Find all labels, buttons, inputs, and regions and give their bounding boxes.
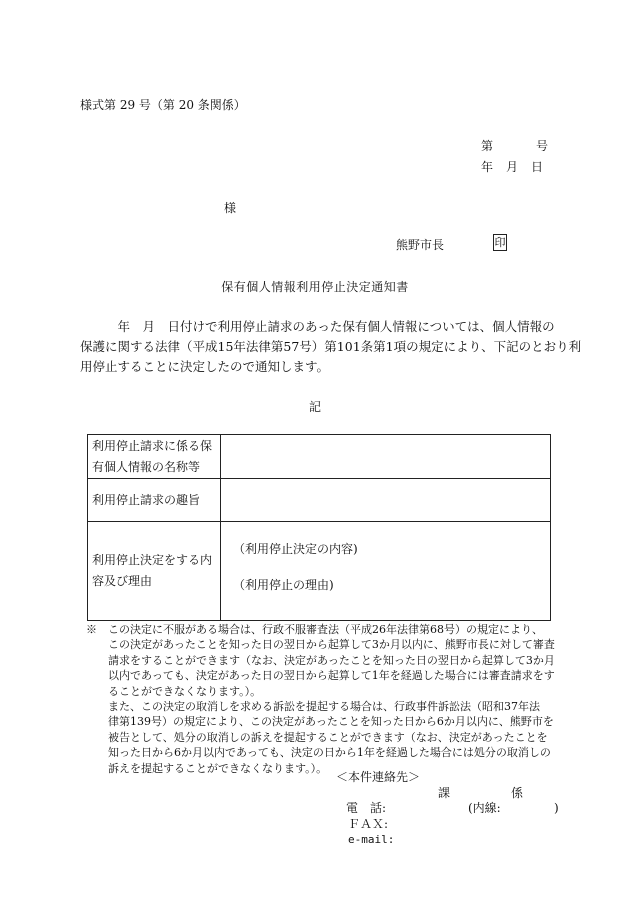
note-line: 被告として、処分の取消しの訴えを提起することができます（なお、決定があったことを	[86, 730, 548, 744]
sender-name: 熊野市長	[396, 238, 445, 252]
note-line: ることができなくなります。）。	[86, 684, 262, 698]
note-line: この決定があったことを知った日の翌日から起算して3か月以内に、熊野市長に対して審査	[86, 638, 555, 652]
ki-heading: 記	[308, 400, 321, 414]
contact-email-line	[336, 832, 420, 848]
date-year: 年	[481, 160, 494, 174]
contact-phone-line	[336, 801, 559, 817]
body-text	[80, 317, 582, 377]
contact-block	[336, 770, 559, 848]
table-row	[88, 435, 551, 479]
note-line: 以内であっても、決定があった日の翌日から起算して1年を経過した場合には審査請求をす	[86, 669, 555, 683]
label-line: 有個人情報の名称等	[92, 459, 201, 474]
row-label-info-name	[88, 435, 221, 479]
decision-content-label: （利用停止決定の内容)	[233, 542, 358, 556]
fax-label: ＦＡＸ:	[348, 816, 389, 831]
body-line-3: 用停止することに決定したので通知します。	[80, 359, 330, 374]
table-row	[88, 522, 551, 621]
note-line: また、この決定の取消しを求める訴訟を提起する場合は、行政事件訴訟法（昭和37年法	[86, 700, 540, 714]
addressee: 様	[224, 201, 237, 215]
contact-heading: ＜本件連絡先＞	[336, 770, 421, 784]
note-line: 請求をすることができます（なお、決定があったことを知った日の翌日から起算して3か月	[86, 653, 555, 667]
body-line-1: 年 月 日付けで利用停止請求のあった保有個人情報については、個人情報の	[80, 319, 555, 334]
date-day: 日	[531, 160, 544, 174]
date-month: 月	[506, 160, 519, 174]
email-label: e-mail:	[348, 833, 395, 846]
document-number	[481, 137, 548, 154]
extension-label: (内線:	[468, 801, 501, 815]
table-row	[88, 479, 551, 522]
label-line: 容及び理由	[92, 574, 153, 588]
section-label: 課	[438, 785, 451, 800]
body-line-2: 保護に関する法律（平成15年法律第57号）第101条第1項の規定により、下記のとおり利	[80, 339, 582, 354]
cell-decision[interactable]	[221, 522, 551, 621]
note-line: 知った日から6か月以内であっても、決定の日から1年を経過した場合には処分の取消しの	[86, 746, 551, 760]
extension-close: )	[554, 801, 559, 815]
note-line: 訴えを提起することができなくなります。）。	[86, 761, 328, 775]
cell-info-name[interactable]	[221, 435, 551, 479]
label-line: 利用停止請求に係る保	[92, 438, 213, 453]
notes	[86, 622, 556, 776]
details-table	[87, 434, 551, 621]
seal-box: 印	[494, 236, 506, 249]
document-date	[481, 158, 543, 175]
note-line: ※ この決定に不服がある場合は、行政不服審査法（平成26年法律第68号）の規定により、	[86, 623, 543, 636]
contact-section-line	[336, 785, 524, 802]
document-title: 保有個人情報利用停止決定通知書	[221, 280, 409, 294]
note-line: 律第139号）の規定により、この決定があったことを知った日から6か月以内に、熊野市を	[86, 715, 554, 729]
subsection-label: 係	[511, 785, 524, 800]
cell-request-purpose[interactable]	[221, 479, 551, 522]
decision-reason-label: （利用停止の理由)	[233, 578, 334, 592]
doc-number-prefix: 第	[481, 139, 494, 153]
row-label-request-purpose: 利用停止請求の趣旨	[88, 479, 221, 522]
label-line: 利用停止決定をする内	[92, 553, 213, 567]
contact-fax-line	[336, 817, 420, 833]
form-number: 様式第 29 号（第 20 条関係）	[80, 98, 246, 112]
row-label-decision	[88, 522, 221, 621]
phone-label: 電 話:	[346, 801, 387, 815]
doc-number-suffix: 号	[536, 139, 549, 153]
